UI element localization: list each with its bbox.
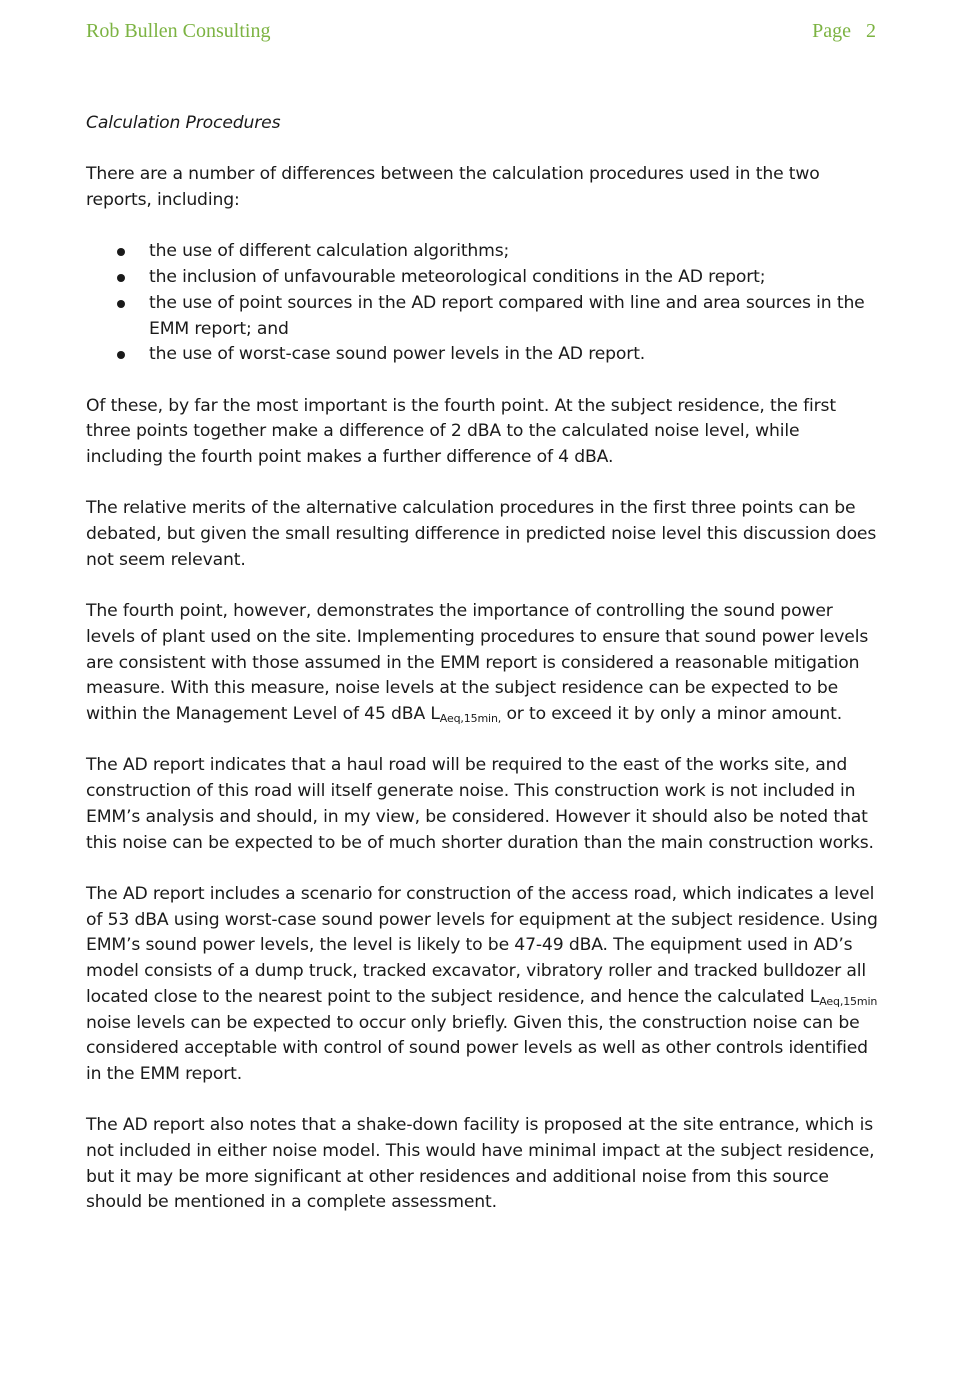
page-label: Page <box>812 20 851 42</box>
paragraph-relative-merits: The relative merits of the alternative calculation procedures in the first three points can be debated, but given the small resulting difference in predicted noise level this discussion does not seem relevant. <box>86 498 877 570</box>
document-body <box>86 111 878 1242</box>
paragraph-text: or to exceed it by only a minor amount. <box>501 704 843 725</box>
bullet-item: the use of point sources in the AD report compared with line and area sources in the EMM report; and <box>149 291 878 342</box>
paragraph-text: The fourth point, however, demonstrates the importance of controlling the sound power levels of plant used on the site. Implementing procedures to ensure that sound power levels are consistent with those assumed in the EMM report is considered a reasonable mitigation measure. With this measure, noise levels at the subject residence can be expected to be within the Management Level of 45 dBA L <box>86 601 869 725</box>
subscript-aeq: Aeq,15min <box>819 994 878 1008</box>
header-page-number <box>812 20 876 43</box>
paragraph-text: The AD report includes a scenario for construction of the access road, which indicates a level of 53 dBA using worst-case sound power levels for equipment at the subject residence. Using EMM’s sound power levels, the level is likely to be 47-49 dBA. The equipment used in AD’s model consists of a dump truck, tracked excavator, vibratory roller and tracked bulldozer all located close to the nearest point to the subject residence, and hence the calculated L <box>86 883 878 1007</box>
intro-paragraph: There are a number of differences between the calculation procedures used in the two reports, including: <box>86 164 820 211</box>
subscript-aeq: Aeq,15min, <box>439 712 502 726</box>
bullet-item: the use of different calculation algorithms; <box>149 239 878 265</box>
header-company-name: Rob Bullen Consulting <box>86 20 271 42</box>
paragraph-fourth-point: Of these, by far the most important is the fourth point. At the subject residence, the first three points together make a difference of 2 dBA to the calculated noise level, while including the fourth point makes a further difference of 4 dBA. <box>86 395 836 468</box>
page-number: 2 <box>866 20 876 42</box>
bullet-item: the inclusion of unfavourable meteorological conditions in the AD report; <box>149 265 878 291</box>
paragraph-sound-power <box>86 599 878 728</box>
paragraph-text: noise levels can be expected to occur only briefly. Given this, the construction noise can be considered acceptable with control of sound power levels as well as other controls identified in the EMM report. <box>86 1012 868 1084</box>
section-heading: Calculation Procedures <box>86 113 281 133</box>
paragraph-access-road <box>86 882 878 1088</box>
paragraph-haul-road: The AD report indicates that a haul road will be required to the east of the works site, and construction of this road will itself generate noise. This construction work is not included in EMM’s analysis and should, in my view, be considered. However it should also be noted that this noise can be expected to be of much shorter duration than the main construction works. <box>86 755 874 853</box>
paragraph-shake-down: The AD report also notes that a shake-down facility is proposed at the site entrance, which is not included in either noise model. This would have minimal impact at the subject residence, but it may be more significant at other residences and additional noise from this source should be mentioned in a complete assessment. <box>86 1115 875 1213</box>
bullet-list <box>86 239 878 368</box>
bullet-item: the use of worst-case sound power levels in the AD report. <box>149 342 878 368</box>
